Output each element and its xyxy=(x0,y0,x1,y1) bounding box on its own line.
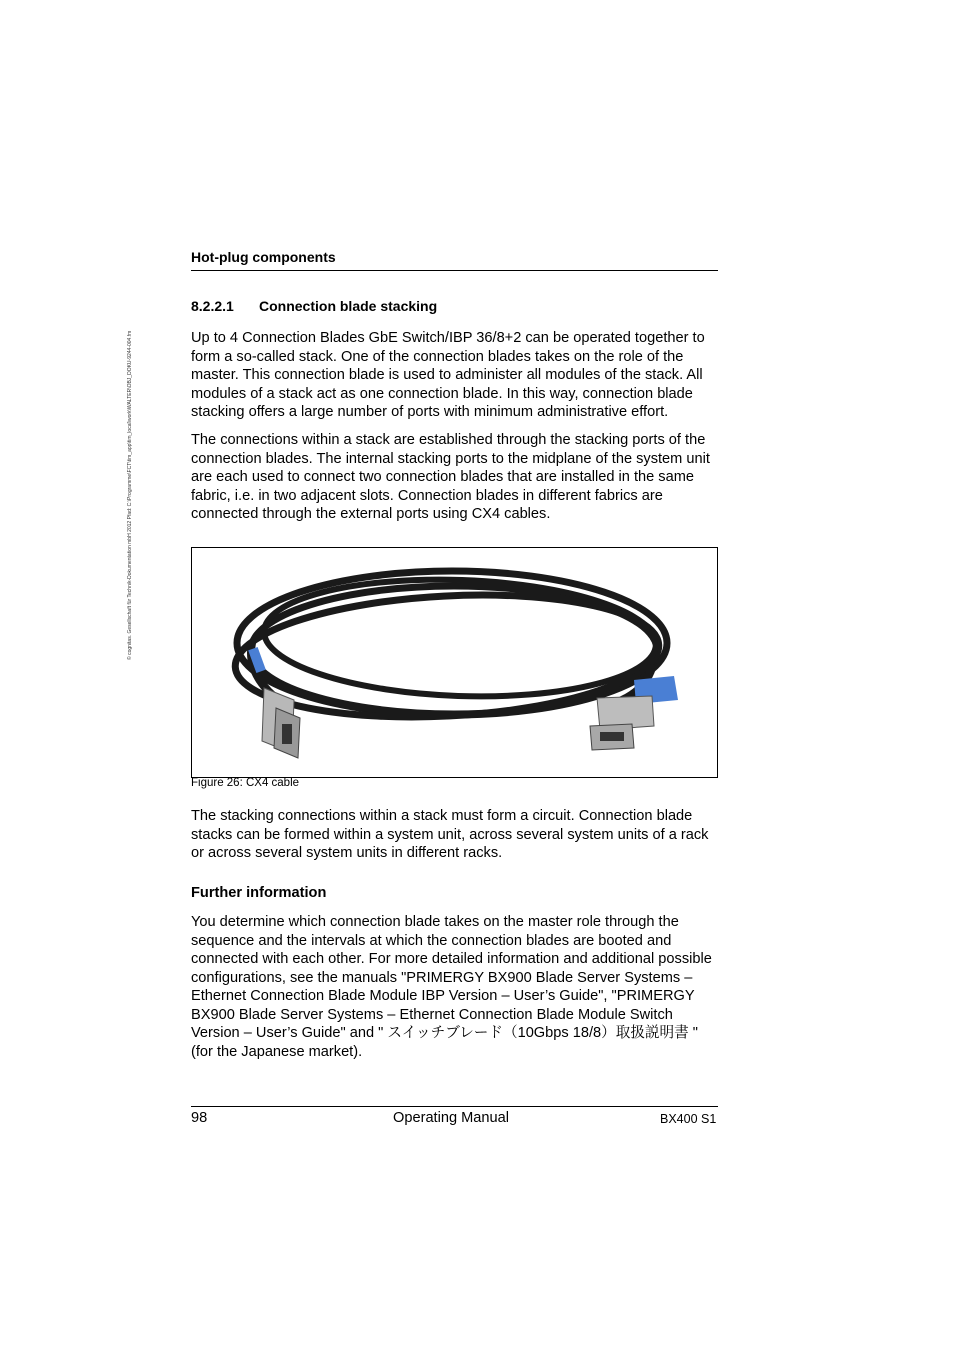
footer-product: BX400 S1 xyxy=(660,1112,717,1126)
paragraph-stacking: The stacking connections within a stack must form a circuit. Connection blade stacks can be formed within a system unit, across several system units of a rack or across several system units in different racks. xyxy=(191,808,709,861)
file-path-sidebar xyxy=(120,240,134,660)
cx4-cable-illustration xyxy=(192,548,717,777)
paragraph-further-info: You determine which connection blade takes on the master role through the sequence and the intervals at which the connection blades are booted and connected with each other. For more detailed information and additional possible configurations, see the manuals "PRIMERGY BX900 Blade Server Systems – Ethernet Connection Blade Module IBP Version – User’s Guide", "PRIMERGY BX900 Blade Server Systems – Ethernet Connection Blade Module Switch Version – User’s Guide" and " スイッチブレード（10Gbps 18/8）取扱説明書 " (for the Japanese market). xyxy=(191,914,712,1060)
figure-cx4-cable xyxy=(191,547,718,778)
running-header: Hot-plug components xyxy=(191,249,336,265)
section-number: 8.2.2.1 xyxy=(191,298,234,314)
footer-rule xyxy=(191,1106,718,1107)
page-number: 98 xyxy=(191,1110,208,1126)
sidebar-text: © cognitas. Gesellschaft für Technik-Dokumentation mbH 2012 Pfad: C:\Programme\FCT\tim_app\tim_local\work\WALTER\OBJ_DOKU-9244-004.fm xyxy=(127,330,133,660)
footer-title: Operating Manual xyxy=(393,1110,510,1126)
further-info-heading: Further information xyxy=(191,885,327,901)
paragraph-intro: Up to 4 Connection Blades GbE Switch/IBP 36/8+2 can be operated together to form a so-called stack. One of the connection blades takes on the role of the master. This connection blade is used to administer all modules of the stack. All modules of a stack act as one connection blade. In this way, connection blade stacking offers a large number of ports with minimum administrative effort. xyxy=(191,330,705,420)
section-heading xyxy=(191,298,437,314)
section-title: Connection blade stacking xyxy=(259,298,438,314)
header-rule xyxy=(191,270,718,271)
paragraph-connections: The connections within a stack are established through the stacking ports of the connection blades. The internal stacking ports to the midplane of the system unit are each used to connect two connection blades that are installed in the same fabric, i.e. in two adjacent slots. Connection blades in different fabrics are connected through the external ports using CX4 cables. xyxy=(191,432,710,522)
figure-caption: Figure 26: CX4 cable xyxy=(191,777,300,789)
